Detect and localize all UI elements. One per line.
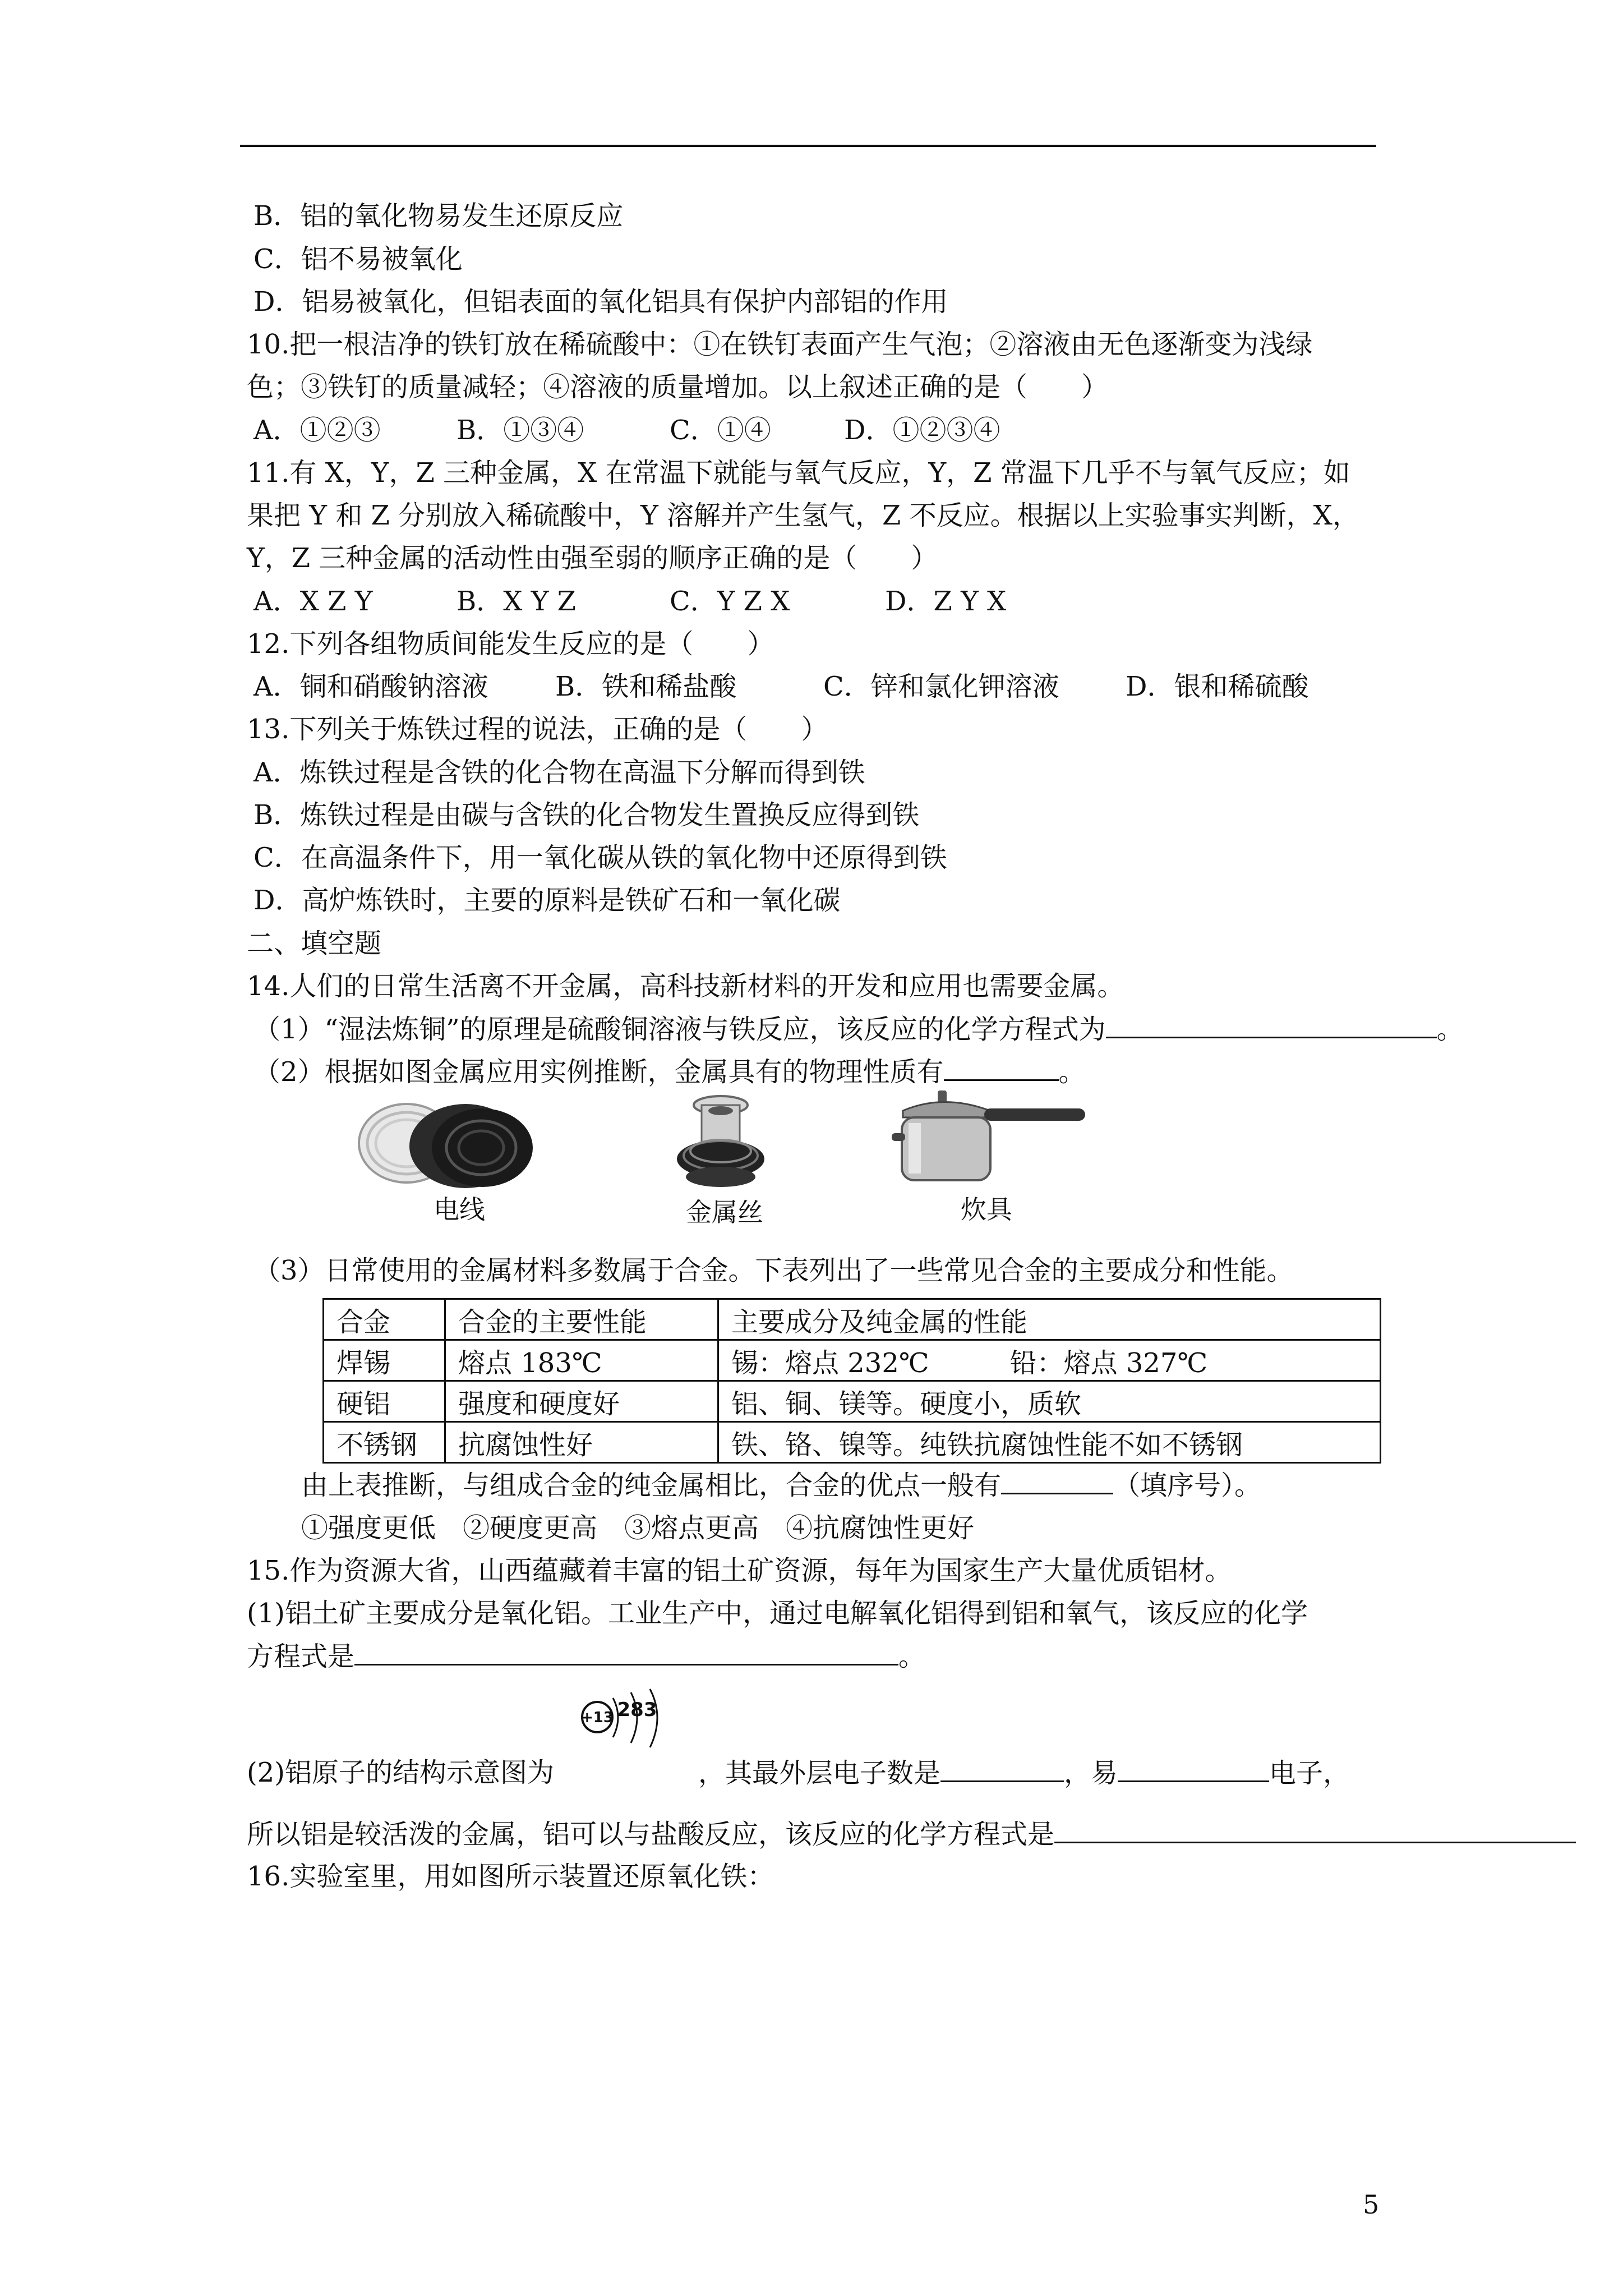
q14-part3-conclusion-text: 由上表推断，与组成合金的纯金属相比，合金的优点一般有 [301,1470,1002,1501]
q14-part3-options: ①强度更低 ②硬度更高 ③熔点更高 ④抗腐蚀性更好 [301,1512,975,1544]
q14-part2-end: 。 [1058,1056,1086,1088]
answer-blank[interactable] [354,1639,898,1665]
answer-blank[interactable] [1106,1012,1437,1038]
q11-option-c: C．Y Z X [670,586,790,617]
q15-part2-end: 电子， [1269,1757,1350,1789]
table-header-cell: 合金的主要性能 [445,1299,718,1340]
q13-option-a: A．炼铁过程是含铁的化合物在高温下分解而得到铁 [253,757,865,788]
q14-part3-conclusion-end: （填序号）。 [1113,1470,1262,1501]
q10-option-a: A．①②③ [253,415,381,446]
q11-option-a: A．X Z Y [253,586,373,617]
table-cell: 锡：熔点 232℃ 铅：熔点 327℃ [718,1340,1381,1381]
q15-stem: 15.作为资源大省，山西蕴藏着丰富的铝土矿资源，每年为国家生产大量优质铝材。 [247,1555,1232,1586]
wire-coil-image [353,1093,538,1191]
q9-option-c: C．铝不易被氧化 [253,243,463,275]
q13-option-b: B．炼铁过程是由碳与含铁的化合物发生置换反应得到铁 [253,799,920,831]
q11-stem-line2: 果把 Y 和 Z 分别放入稀硫酸中，Y 溶解并产生氢气，Z 不反应。根据以上实验事实判断，X， [247,500,1359,531]
q15-part2-mid2: ，易 [1064,1757,1118,1789]
metal-wire-spool-image [670,1093,771,1197]
q13-option-c: C．在高温条件下，用一氧化碳从铁的氧化物中还原得到铁 [253,842,947,873]
cookware-caption: 炊具 [961,1194,1012,1225]
answer-blank[interactable] [1001,1468,1113,1494]
answer-blank[interactable] [1054,1817,1576,1843]
table-cell: 强度和硬度好 [445,1381,718,1422]
q16-stem: 16.实验室里，用如图所示装置还原氧化铁： [247,1861,774,1892]
q10-stem-line2: 色；③铁钉的质量减轻；④溶液的质量增加。以上叙述正确的是（ ） [247,371,1109,403]
q14-stem: 14.人们的日常生活离不开金属，高科技新材料的开发和应用也需要金属。 [247,970,1124,1002]
q15-part2-rest [698,1756,1350,1789]
table-row [324,1381,1381,1422]
q13-stem: 13.下列关于炼铁过程的说法，正确的是（ ） [247,714,828,745]
q12-option-d: D．银和稀硫酸 [1126,671,1309,702]
q12-stem: 12.下列各组物质间能发生反应的是（ ） [247,628,774,660]
aluminum-atom-diagram [579,1686,675,1759]
q15-part2-line2-text: 所以铝是较活泼的金属，铝可以与盐酸反应，该反应的化学方程式是 [247,1819,1055,1850]
answer-blank[interactable] [1118,1756,1269,1782]
pressure-cooker-image [892,1088,1094,1192]
table-cell: 铁、铬、镍等。纯铁抗腐蚀性能不如不锈钢 [718,1422,1381,1463]
table-cell: 铝、铜、镁等。硬度小，质软 [718,1381,1381,1422]
q12-option-a: A．铜和硝酸钠溶液 [253,671,488,702]
q14-part2 [253,1055,1086,1088]
q15-part2-line2 [247,1817,1576,1851]
section-heading: 二、填空题 [247,928,382,959]
table-cell: 焊锡 [324,1340,445,1381]
q9-option-b: B．铝的氧化物易发生还原反应 [253,200,624,232]
q14-part1 [253,1012,1464,1046]
q15-part1-line2-text: 方程式是 [247,1641,355,1672]
q15-part2-text: (2)铝原子的结构示意图为 [247,1757,554,1788]
q11-option-d: D．Z Y X [885,586,1007,617]
q15-part1-line2 [247,1639,925,1673]
q10-stem-line1: 10.把一根洁净的铁钉放在稀硫酸中：①在铁钉表面产生气泡；②溶液由无色逐渐变为浅绿 [247,329,1313,360]
q12-option-c: C．锌和氯化钾溶液 [823,671,1059,702]
q11-stem-line3: Y，Z 三种金属的活动性由强至弱的顺序正确的是（ ） [247,542,938,574]
q12-option-b: B．铁和稀盐酸 [555,671,737,702]
q10-option-c: C．①④ [670,415,771,446]
q11-option-b: B．X Y Z [457,586,577,617]
table-header-cell: 合金 [324,1299,445,1340]
alloy-table [322,1298,1381,1464]
answer-blank[interactable] [940,1756,1064,1782]
header-rule [240,145,1376,147]
q15-part2-mid: ，其最外层电子数是 [698,1757,941,1789]
q14-part3: （3）日常使用的金属材料多数属于合金。下表列出了一些常见合金的主要成分和性能。 [253,1255,1294,1286]
wire-caption: 电线 [434,1194,485,1225]
q14-part1-end: 。 [1436,1014,1464,1045]
table-cell: 硬铝 [324,1381,445,1422]
answer-blank[interactable] [944,1055,1059,1081]
q11-stem-line1: 11.有 X，Y，Z 三种金属，X 在常温下就能与氧气反应，Y，Z 常温下几乎不与氧气反应；如 [247,457,1350,489]
table-cell: 不锈钢 [324,1422,445,1463]
page-number: 5 [1363,2189,1380,2220]
q14-part3-conclusion [301,1468,1261,1502]
table-cell: 熔点 183℃ [445,1340,718,1381]
table-cell: 抗腐蚀性好 [445,1422,718,1463]
metal-wire-caption: 金属丝 [686,1197,763,1227]
atom-nucleus-label: +13 [581,1709,614,1726]
atom-shell-electrons: 283 [617,1699,657,1721]
table-row [324,1422,1381,1463]
table-row [324,1340,1381,1381]
q15-part1-line2-end: 。 [898,1641,926,1672]
q14-part1-text: （1）“湿法炼铜”的原理是硫酸铜溶液与铁反应，该反应的化学方程式为 [253,1014,1106,1045]
q13-option-d: D．高炉炼铁时，主要的原料是铁矿石和一氧化碳 [253,885,841,916]
q15-part1-line1: (1)铝土矿主要成分是氧化铝。工业生产中，通过电解氧化铝得到铝和氧气，该反应的化学 [247,1598,1308,1629]
q9-option-d: D．铝易被氧化，但铝表面的氧化铝具有保护内部铝的作用 [253,286,948,318]
q10-option-b: B．①③④ [457,415,584,446]
q14-part2-text: （2）根据如图金属应用实例推断，金属具有的物理性质有 [253,1056,944,1088]
table-header-row [324,1299,1381,1340]
table-header-cell: 主要成分及纯金属的性能 [718,1299,1381,1340]
q10-option-d: D．①②③④ [844,415,1000,446]
